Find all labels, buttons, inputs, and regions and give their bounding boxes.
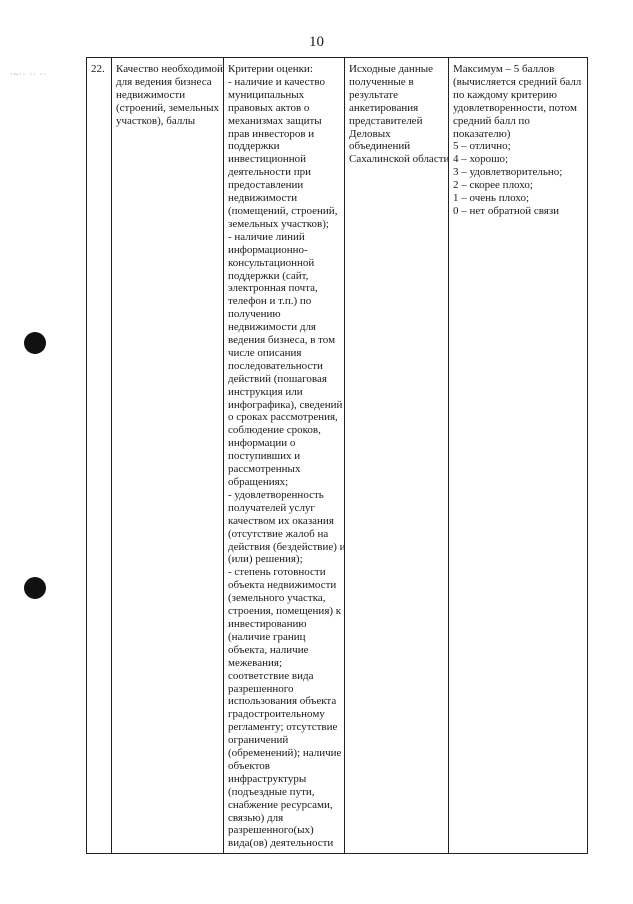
criteria-line: качеством их оказания — [228, 514, 334, 527]
criteria-line: механизмах защиты — [228, 114, 322, 127]
criteria-line: - степень готовности — [228, 566, 326, 579]
criteria-line: (подъездные пути, — [228, 785, 315, 798]
criteria-line: получению — [228, 308, 281, 321]
criteria-line: правовых актов о — [228, 101, 310, 114]
scan-artifact: ·~·· ·· ·· — [10, 70, 47, 79]
criteria-line: рассмотренных — [228, 463, 301, 476]
criteria-line: регламенту; отсутствие — [228, 721, 338, 734]
max-score-line: 0 – нет обратной связи — [453, 204, 560, 217]
max-score-line: 1 – очень плохо; — [453, 192, 530, 205]
criteria-line: - наличие линий — [228, 230, 305, 243]
criteria-line: (или) решения); — [228, 553, 303, 566]
criteria-line: действия (бездействие) и — [228, 540, 346, 553]
criteria-line: использования объекта — [228, 695, 337, 708]
criteria-line: (земельного участка, — [228, 592, 326, 605]
criteria-line: телефон и т.п.) по — [228, 295, 312, 308]
source-line: Деловых — [349, 127, 391, 140]
max-score-line: 5 – отлично; — [453, 140, 511, 153]
max-score-line: по каждому критерию — [453, 88, 557, 101]
source-line: Сахалинской области — [349, 153, 450, 166]
criteria-line: информационно- — [228, 243, 308, 256]
page-number: 10 — [309, 34, 324, 50]
criteria-line: обращениях; — [228, 476, 289, 488]
source-line: объединений — [349, 140, 411, 153]
indicator-line: недвижимости — [116, 88, 186, 101]
criteria-line: межевания; — [228, 656, 283, 669]
criteria-line: недвижимости — [228, 192, 298, 205]
criteria-line: деятельности при — [228, 166, 311, 179]
criteria-text — [228, 63, 346, 850]
criteria-line: земельных участков); — [228, 217, 329, 230]
criteria-line: вида(ов) деятельности — [228, 837, 334, 850]
max-score-line: показателю) — [453, 127, 511, 140]
criteria-line: предоставлении — [228, 179, 304, 192]
max-score-line: 4 – хорошо; — [453, 153, 509, 166]
criteria-line: электронная почта, — [228, 282, 318, 295]
criteria-line: объекта недвижимости — [228, 579, 337, 592]
criteria-line: (отсутствие жалоб на — [228, 527, 329, 540]
indicator-text — [116, 63, 223, 128]
criteria-line: недвижимости для — [228, 321, 316, 334]
criteria-line: разрешенного(ых) — [228, 824, 314, 837]
criteria-line: (обременений); наличие — [228, 747, 342, 760]
criteria-line: последовательности — [228, 359, 323, 372]
criteria-line: соблюдение сроков, — [228, 424, 321, 437]
criteria-line: информации о — [228, 437, 296, 450]
criteria-line: действий (пошаговая — [228, 372, 327, 385]
criteria-line: консультационной — [228, 256, 315, 269]
criteria-line: разрешенного — [228, 682, 294, 695]
row-index-cell — [87, 58, 112, 854]
max-score-line: средний балл по — [453, 114, 530, 127]
criteria-line: поддержки — [228, 140, 280, 153]
criteria-line: о сроках рассмотрения, — [228, 411, 338, 424]
table-row — [87, 58, 588, 854]
max-score-line: Максимум – 5 баллов — [453, 63, 555, 75]
max-score-line: (вычисляется средний балл — [453, 75, 582, 88]
indicator-line: Качество необходимой — [116, 63, 223, 75]
criteria-line: инвестированию — [228, 617, 307, 630]
criteria-line: (помещений, строений, — [228, 204, 338, 217]
criteria-line: Критерии оценки: — [228, 63, 313, 75]
criteria-line: (наличие границ — [228, 630, 306, 643]
criteria-line: объектов — [228, 759, 270, 772]
source-line: полученные в — [349, 75, 414, 88]
row-index: 22. — [91, 63, 105, 75]
source-line: анкетирования — [349, 101, 419, 114]
max-score-text — [453, 63, 584, 218]
criteria-line: инфраструктуры — [228, 772, 307, 785]
criteria-line: прав инвесторов и — [228, 127, 315, 140]
criteria-line: строения, помещения) к — [228, 605, 342, 618]
criteria-line: инфографика), сведений — [228, 398, 343, 411]
max-score-line: 3 – удовлетворительно; — [453, 166, 563, 179]
source-text — [349, 63, 450, 166]
criteria-line: инвестиционной — [228, 153, 307, 166]
max-score-line: удовлетворенности, потом — [453, 101, 577, 114]
criteria-cell — [224, 58, 345, 854]
indicator-line: для ведения бизнеса — [116, 75, 212, 88]
criteria-line: поддержки (сайт, — [228, 269, 309, 282]
source-cell — [345, 58, 449, 854]
criteria-line: снабжение ресурсами, — [228, 798, 333, 811]
criteria-line: поступивших и — [228, 450, 301, 463]
criteria-line: связью) для — [228, 811, 284, 824]
indicator-cell — [112, 58, 224, 854]
criteria-line: ведения бизнеса, в том — [228, 334, 336, 347]
criteria-line: инструкция или — [228, 385, 303, 398]
criteria-line: получателей услуг — [228, 501, 315, 514]
punch-hole-mark — [24, 577, 46, 599]
criteria-line: соответствие вида — [228, 669, 314, 682]
max-score-line: 2 – скорее плохо; — [453, 179, 533, 192]
punch-hole-mark — [24, 332, 46, 354]
criteria-line: муниципальных — [228, 88, 305, 101]
source-line: результате — [349, 88, 398, 101]
max-score-cell — [449, 58, 588, 854]
indicator-line: (строений, земельных — [116, 101, 220, 114]
criteria-line: - удовлетворенность — [228, 488, 324, 501]
criteria-table — [86, 57, 588, 854]
source-line: представителей — [349, 114, 423, 127]
criteria-line: ограничений — [228, 734, 289, 747]
criteria-line: числе описания — [228, 346, 302, 359]
criteria-line: градостроительному — [228, 708, 325, 721]
criteria-line: объекта, наличие — [228, 643, 309, 656]
criteria-line: - наличие и качество — [228, 75, 325, 88]
source-line: Исходные данные — [349, 63, 433, 75]
indicator-line: участков), баллы — [116, 114, 196, 127]
